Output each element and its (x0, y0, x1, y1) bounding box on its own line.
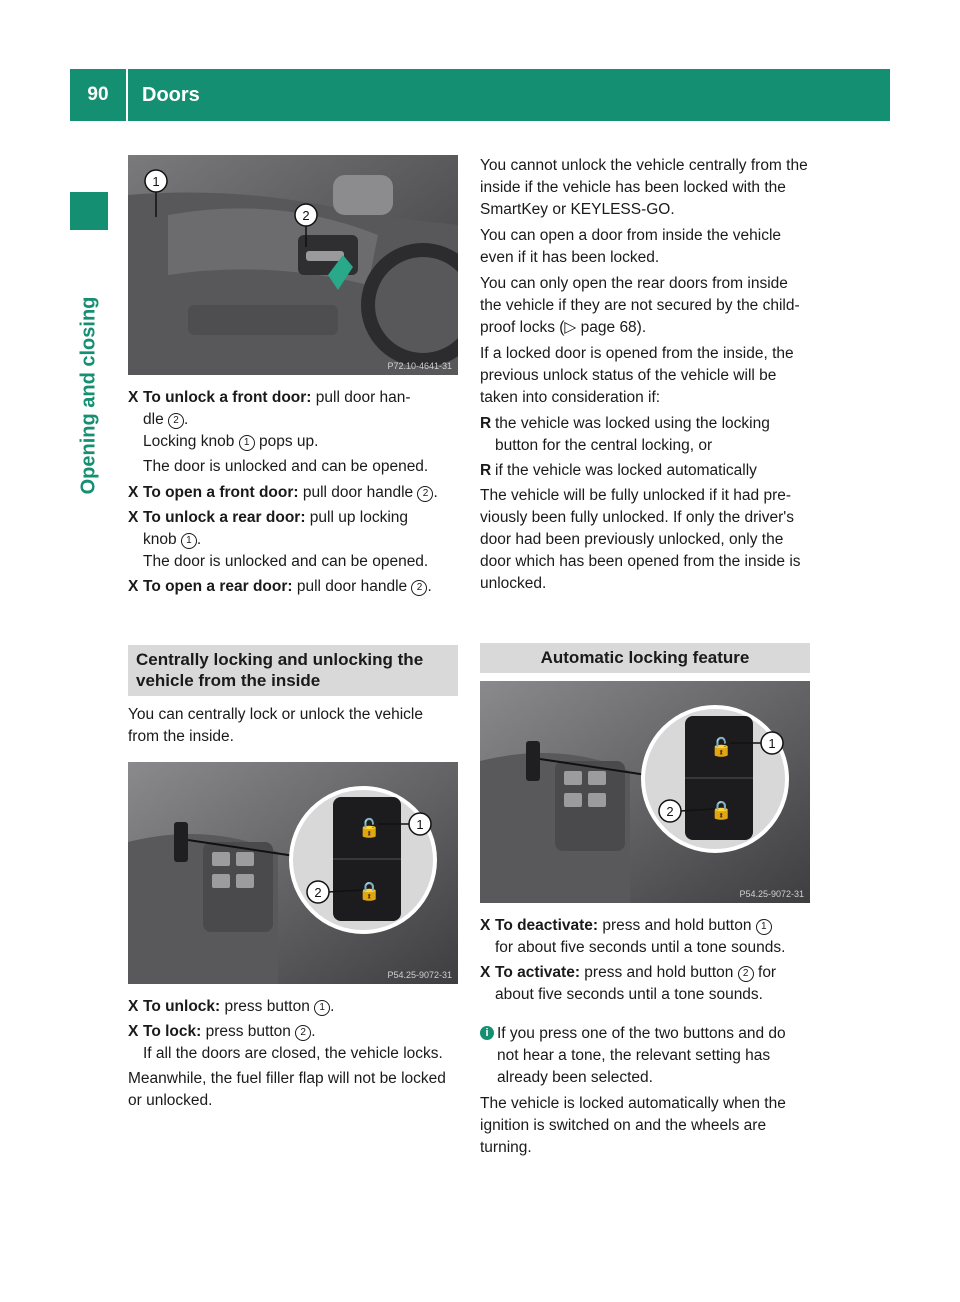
step-marker: X (128, 509, 139, 526)
automatic-locking-illustration (480, 681, 810, 903)
central-locking-illustration (128, 762, 458, 984)
figure-code: P54.25-9072-31 (739, 889, 804, 899)
para-auto-lock: The vehicle is locked automatically when the ignition is switched on and the wheels are turning. (480, 1095, 786, 1156)
para-previous-status: If a locked door is opened from the inside, the previous unlock status of the vehicle will be taken into consideration if: (480, 345, 794, 406)
para-smartkey: You cannot unlock the vehicle centrally from the inside if the vehicle has been locked with the SmartKey or KEYLESS-GO. (480, 157, 808, 218)
front-door-figure (128, 155, 458, 375)
callout-2: 2 (411, 580, 427, 596)
instruction-front-open: X To open a front door: pull door handle 2 . (128, 482, 458, 504)
step-marker: X (128, 998, 139, 1015)
figure-code: P54.25-9072-31 (387, 970, 452, 980)
spacer (128, 601, 458, 635)
right-column (480, 155, 810, 1163)
callout-1: 1 (756, 919, 772, 935)
instruction-deactivate: X To deactivate: press and hold button 1 for about five seconds until a tone sounds. (480, 917, 786, 956)
section-title: Doors (142, 83, 200, 106)
para-fully-unlocked: The vehicle will be fully unlocked if it had pre-viously been fully unlocked. If only the driver's door had been previously unlocked, only the door which has been opened from the inside is unlocked. (480, 487, 801, 592)
svg-text:🔒: 🔒 (358, 881, 381, 902)
spacer (480, 1009, 810, 1023)
chapter-title: Opening and closing (77, 296, 100, 494)
instruction-lock: X To lock: press button 2 . If all the doors are closed, the vehicle locks. (128, 1023, 443, 1062)
header-divider (126, 69, 128, 121)
step-marker: X (480, 964, 491, 981)
page-ref-arrow-icon: ▷ (564, 319, 577, 336)
callout-2: 2 (168, 413, 184, 429)
page-header (70, 69, 890, 121)
svg-text:1: 1 (768, 736, 776, 751)
instruction-front-unlock: X To unlock a front door: pull door han- dle 2 . Locking knob 1 pops up. (128, 389, 411, 450)
instruction-unlock: X To unlock: press button 1 . (128, 996, 458, 1018)
svg-text:🔓: 🔓 (710, 737, 733, 758)
bullet-marker: R (480, 462, 492, 479)
heading-automatic-locking: Automatic locking feature (480, 643, 810, 673)
step-marker: X (128, 389, 139, 406)
step-marker: X (128, 484, 139, 501)
svg-text:1: 1 (152, 174, 160, 189)
step-marker: X (128, 1023, 139, 1040)
fuel-filler-note: Meanwhile, the fuel filler flap will not be locked or unlocked. (128, 1070, 446, 1109)
central-locking-figure (128, 762, 458, 984)
heading-central-locking: Centrally locking and unlocking the vehicle from the inside (128, 645, 458, 696)
svg-text:2: 2 (314, 885, 322, 900)
svg-text:2: 2 (302, 208, 310, 223)
callout-1: 1 (181, 533, 197, 549)
front-unlock-note: The door is unlocked and can be opened. (143, 458, 429, 475)
step-marker: X (480, 917, 491, 934)
svg-text:🔓: 🔓 (358, 818, 381, 839)
callout-2: 2 (295, 1025, 311, 1041)
central-intro: You can centrally lock or unlock the vehicle from the inside. (128, 706, 423, 745)
info-icon: i (480, 1026, 494, 1040)
callout-1: 1 (314, 1000, 330, 1016)
svg-text:1: 1 (416, 817, 424, 832)
automatic-locking-figure (480, 681, 810, 903)
instruction-rear-open: X To open a rear door: pull door handle 2 . (128, 576, 458, 598)
bullet-item: R if the vehicle was locked automatically (480, 460, 810, 482)
chapter-side-tab (70, 240, 108, 550)
side-accent-block (70, 192, 108, 230)
instruction-activate: X To activate: press and hold button 2 for about five seconds until a tone sounds. (480, 964, 777, 1003)
svg-text:2: 2 (666, 804, 674, 819)
callout-2: 2 (738, 966, 754, 982)
para-rear-doors: You can only open the rear doors from inside the vehicle if they are not secured by the child-proof locks (▷ page 68). (480, 275, 800, 336)
instruction-rear-unlock: X To unlock a rear door: pull up locking knob 1 . The door is unlocked and can be opened. (128, 509, 429, 570)
spacer (480, 599, 810, 633)
callout-2: 2 (417, 486, 433, 502)
page-number: 90 (87, 84, 109, 105)
left-column (128, 155, 458, 1116)
info-note: i If you press one of the two buttons and do not hear a tone, the relevant setting has already been selected. (480, 1023, 810, 1089)
step-marker: X (128, 578, 139, 595)
bullet-marker: R (480, 415, 492, 432)
callout-1: 1 (239, 435, 255, 451)
figure-code: P72.10-4641-31 (387, 361, 452, 371)
page-reference[interactable]: page 68). (576, 319, 647, 336)
bullet-item: R the vehicle was locked using the locking button for the central locking, or (480, 415, 770, 454)
svg-text:🔒: 🔒 (710, 800, 733, 821)
door-panel-illustration (128, 155, 458, 375)
para-open-door: You can open a door from inside the vehicle even if it has been locked. (480, 227, 782, 266)
